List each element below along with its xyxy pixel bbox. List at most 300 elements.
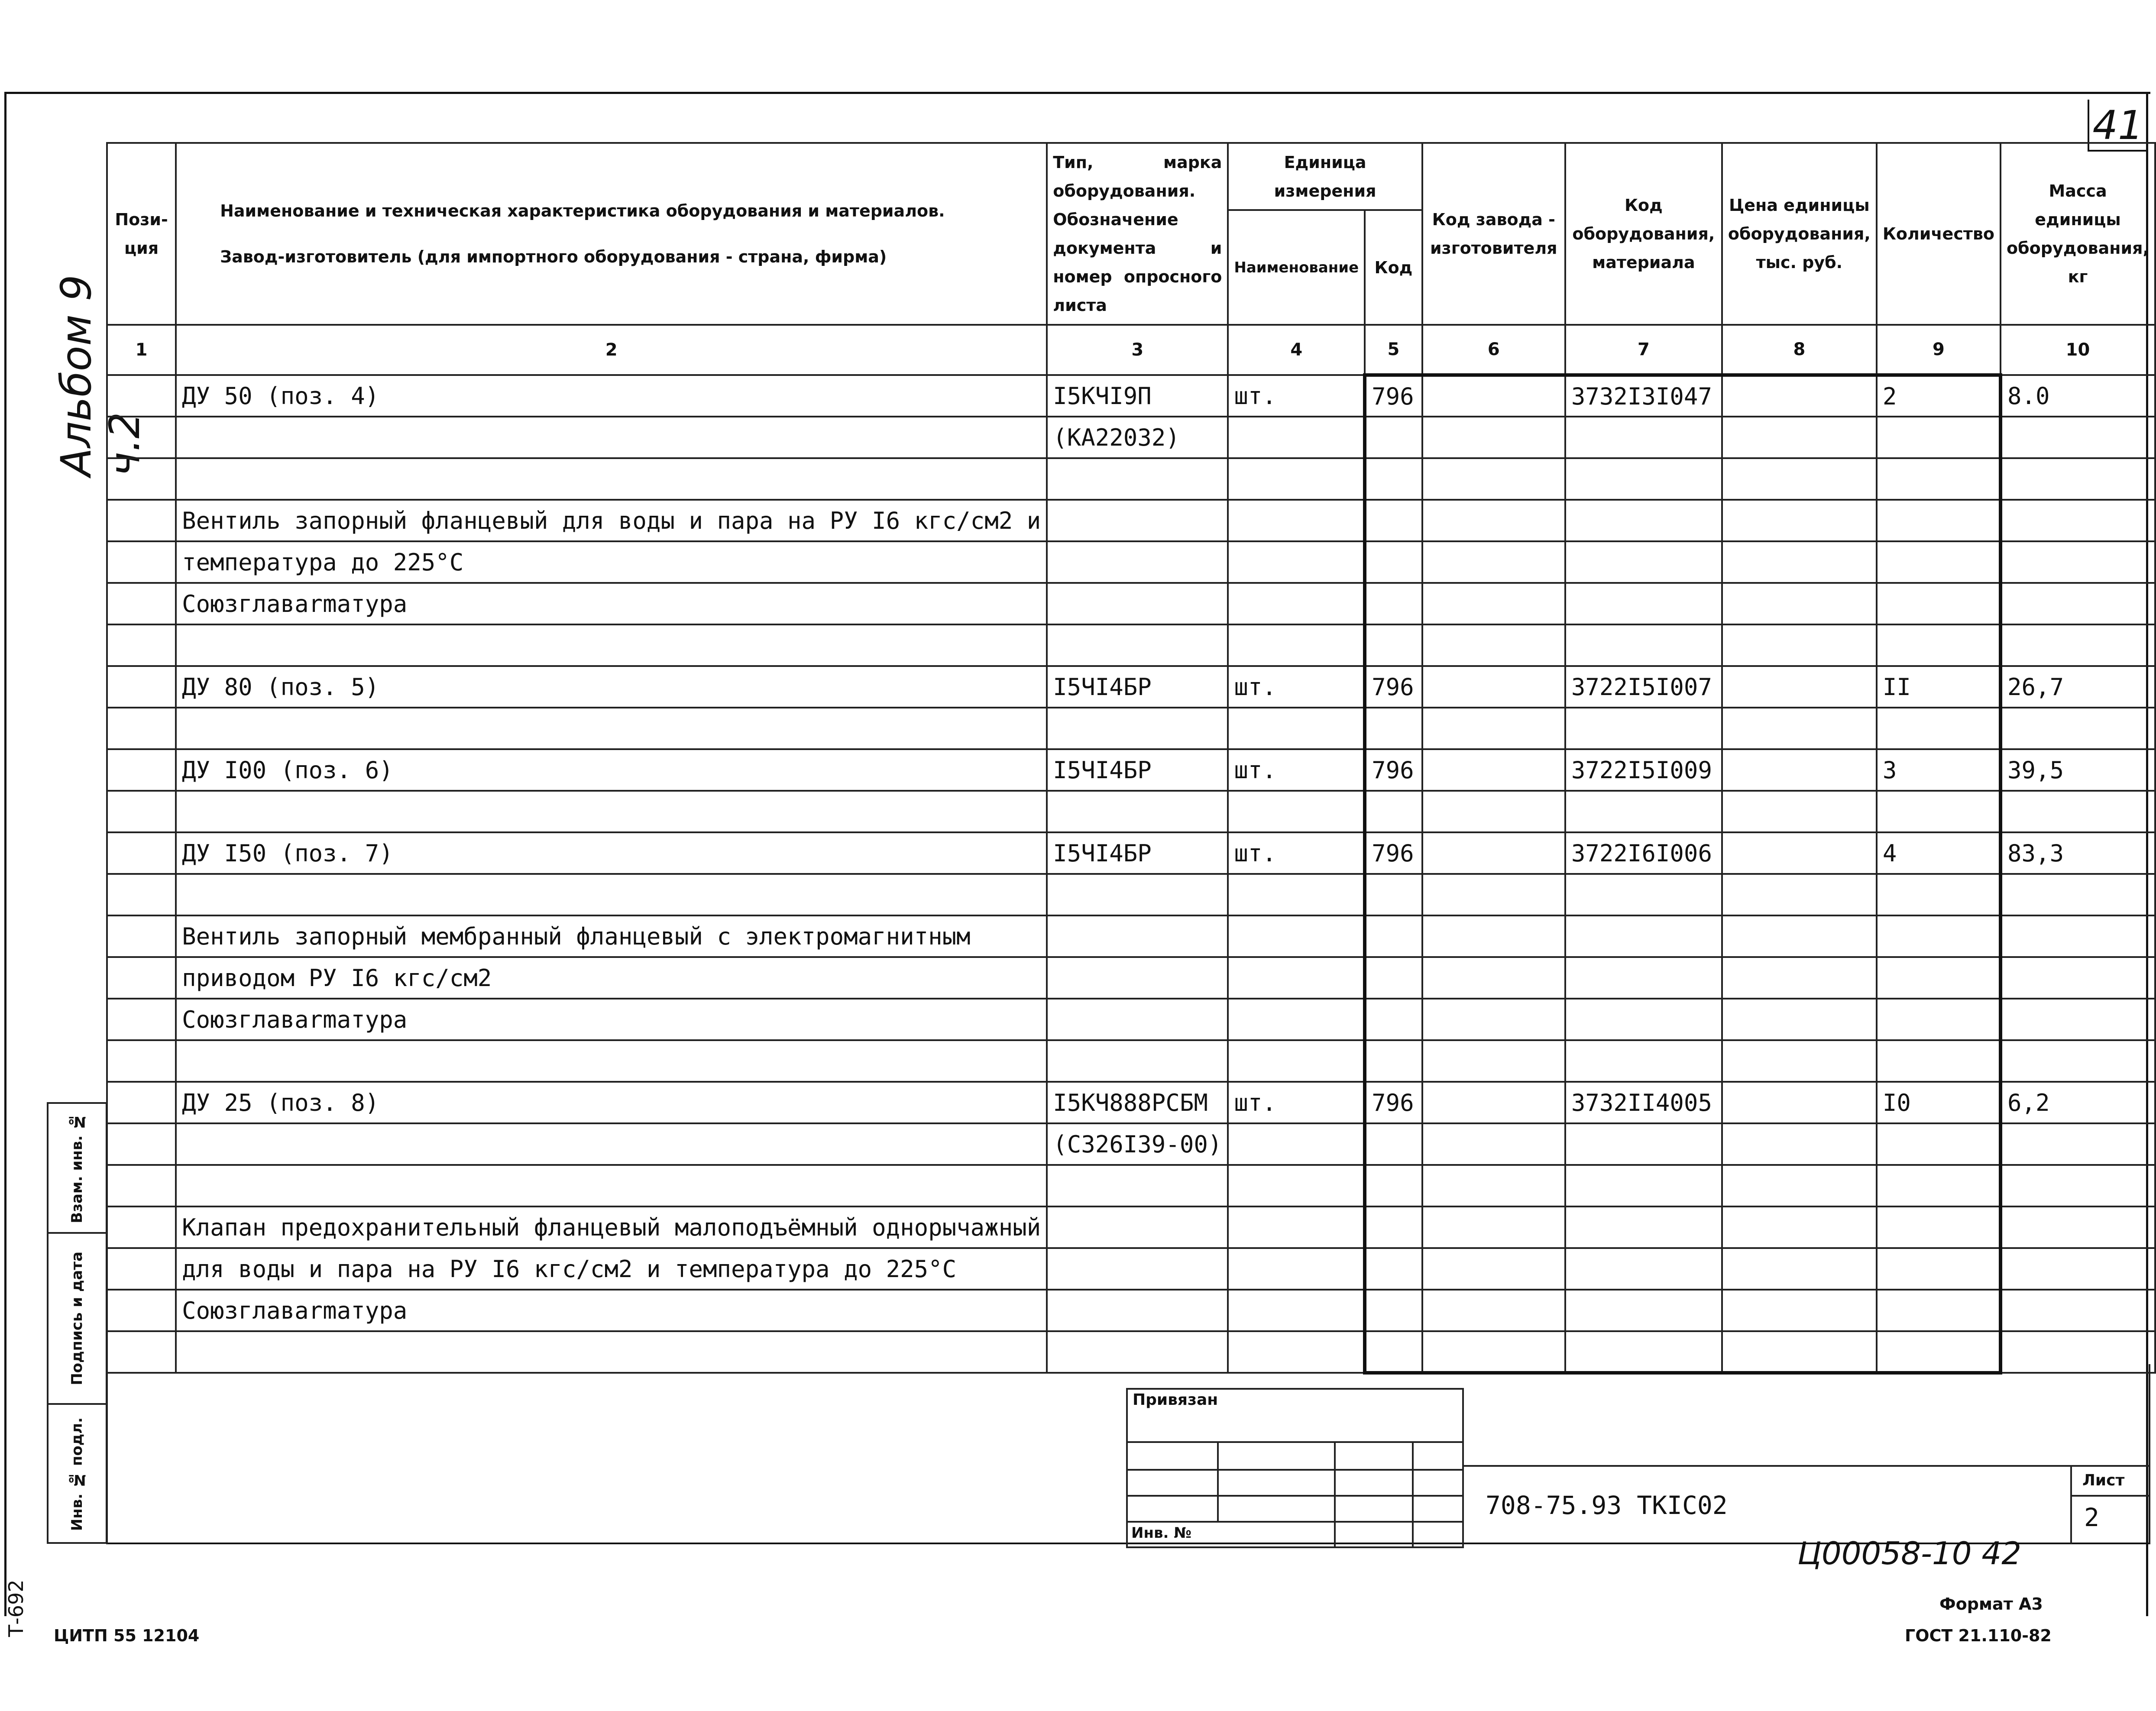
header-name-line2: Завод-изготовитель (для импортного оборудования - страна, фирма) bbox=[220, 247, 887, 266]
cell-unit bbox=[1228, 583, 1365, 624]
side-stamp-signature: Подпись и дата bbox=[68, 1252, 86, 1385]
sheet-label: Лист bbox=[2082, 1472, 2125, 1489]
cell-unit-code: 796 bbox=[1365, 1082, 1422, 1123]
table-row bbox=[107, 666, 2155, 708]
cell-mass bbox=[2001, 1290, 2155, 1331]
cell-quantity bbox=[1877, 915, 2001, 957]
stamp-line bbox=[1217, 1441, 1219, 1521]
cell-price bbox=[1722, 666, 1877, 708]
cell-unit-code bbox=[1365, 1248, 1422, 1290]
cell-quantity bbox=[1877, 1165, 2001, 1206]
cell-quantity bbox=[1877, 1206, 2001, 1248]
cell-mass bbox=[2001, 791, 2155, 832]
cell-type bbox=[1047, 624, 1228, 666]
cell-equipment-code bbox=[1565, 417, 1722, 458]
cell-price bbox=[1722, 791, 1877, 832]
archive-number: Ц00058-10 42 bbox=[1797, 1535, 2022, 1572]
cell-quantity: I0 bbox=[1877, 1082, 2001, 1123]
title-block-line bbox=[2070, 1465, 2072, 1544]
cell-unit: шт. bbox=[1228, 832, 1365, 874]
cell-equipment-code bbox=[1565, 583, 1722, 624]
cell-unit bbox=[1228, 1206, 1365, 1248]
cell-name bbox=[176, 874, 1047, 915]
cell-quantity bbox=[1877, 1040, 2001, 1082]
cell-name bbox=[176, 1040, 1047, 1082]
cell-mass bbox=[2001, 1165, 2155, 1206]
cell-name: ДУ I00 (поз. 6) bbox=[176, 749, 1047, 791]
cell-equipment-code bbox=[1565, 915, 1722, 957]
side-stamp-vzam: Взам. инв. № bbox=[68, 1113, 86, 1223]
table-row bbox=[107, 957, 2155, 999]
cell-factory-code bbox=[1422, 999, 1565, 1040]
cell-equipment-code: 3722I5I009 bbox=[1565, 749, 1722, 791]
cell-quantity bbox=[1877, 874, 2001, 915]
cell-position bbox=[107, 541, 176, 583]
cell-factory-code bbox=[1422, 1290, 1565, 1331]
cell-price bbox=[1722, 375, 1877, 417]
cell-name bbox=[176, 791, 1047, 832]
cell-position bbox=[107, 708, 176, 749]
cell-mass bbox=[2001, 583, 2155, 624]
column-number: 5 bbox=[1365, 325, 1422, 375]
cell-mass bbox=[2001, 541, 2155, 583]
table-row bbox=[107, 874, 2155, 915]
cell-type: (С326I39-00) bbox=[1047, 1123, 1228, 1165]
cell-factory-code bbox=[1422, 458, 1565, 500]
header-price: Цена единицы оборудования, тыс. руб. bbox=[1722, 143, 1877, 325]
cell-type bbox=[1047, 957, 1228, 999]
cell-factory-code bbox=[1422, 832, 1565, 874]
cell-mass: 83,3 bbox=[2001, 832, 2155, 874]
cell-unit-code bbox=[1365, 1206, 1422, 1248]
cell-price bbox=[1722, 624, 1877, 666]
cell-unit-code: 796 bbox=[1365, 749, 1422, 791]
cell-name bbox=[176, 1123, 1047, 1165]
cell-unit bbox=[1228, 915, 1365, 957]
cell-position bbox=[107, 666, 176, 708]
side-stamp-signature-cell bbox=[49, 1234, 106, 1405]
cell-factory-code bbox=[1422, 1165, 1565, 1206]
cell-factory-code bbox=[1422, 375, 1565, 417]
cell-unit bbox=[1228, 624, 1365, 666]
cell-equipment-code bbox=[1565, 999, 1722, 1040]
table-row bbox=[107, 1290, 2155, 1331]
format-label: Формат А3 bbox=[1939, 1595, 2043, 1614]
cell-type bbox=[1047, 915, 1228, 957]
cell-mass bbox=[2001, 874, 2155, 915]
cell-position bbox=[107, 1123, 176, 1165]
cell-unit-code bbox=[1365, 1290, 1422, 1331]
table-row bbox=[107, 999, 2155, 1040]
cell-unit: шт. bbox=[1228, 1082, 1365, 1123]
table-row bbox=[107, 832, 2155, 874]
cell-price bbox=[1722, 999, 1877, 1040]
cell-equipment-code: 3722I6I006 bbox=[1565, 832, 1722, 874]
column-number: 8 bbox=[1722, 325, 1877, 375]
cell-unit bbox=[1228, 957, 1365, 999]
cell-unit-code: 796 bbox=[1365, 666, 1422, 708]
footer-left-code: ЦИТП 55 12104 bbox=[54, 1626, 200, 1645]
cell-mass bbox=[2001, 1040, 2155, 1082]
cell-equipment-code bbox=[1565, 1290, 1722, 1331]
cell-type bbox=[1047, 874, 1228, 915]
column-number: 6 bbox=[1422, 325, 1565, 375]
table-row bbox=[107, 375, 2155, 417]
cell-position bbox=[107, 749, 176, 791]
cell-quantity: 4 bbox=[1877, 832, 2001, 874]
cell-type bbox=[1047, 1248, 1228, 1290]
footer-gost: ГОСТ 21.110-82 bbox=[1905, 1626, 2052, 1645]
header-unit-name: Наименование bbox=[1228, 210, 1365, 325]
cell-quantity bbox=[1877, 458, 2001, 500]
header-equipment-code: Код оборудования, материала bbox=[1565, 143, 1722, 325]
header-position: Пози-ция bbox=[107, 143, 176, 325]
cell-type: I5ЧI4БР bbox=[1047, 749, 1228, 791]
table-row bbox=[107, 1082, 2155, 1123]
cell-equipment-code bbox=[1565, 874, 1722, 915]
cell-equipment-code bbox=[1565, 541, 1722, 583]
cell-unit-code bbox=[1365, 1165, 1422, 1206]
cell-equipment-code bbox=[1565, 957, 1722, 999]
header-unit-code: Код bbox=[1365, 210, 1422, 325]
stamp-line bbox=[1412, 1441, 1414, 1547]
cell-unit: шт. bbox=[1228, 749, 1365, 791]
cell-equipment-code: 3732I3I047 bbox=[1565, 375, 1722, 417]
sheet-value: 2 bbox=[2084, 1503, 2099, 1532]
cell-price bbox=[1722, 957, 1877, 999]
cell-mass: 6,2 bbox=[2001, 1082, 2155, 1123]
cell-price bbox=[1722, 458, 1877, 500]
cell-position bbox=[107, 583, 176, 624]
cell-unit-code: 796 bbox=[1365, 375, 1422, 417]
cell-unit-code bbox=[1365, 624, 1422, 666]
cell-position bbox=[107, 957, 176, 999]
cell-factory-code bbox=[1422, 708, 1565, 749]
cell-unit: шт. bbox=[1228, 666, 1365, 708]
cell-type bbox=[1047, 458, 1228, 500]
cell-name: ДУ 50 (поз. 4) bbox=[176, 375, 1047, 417]
cell-unit-code bbox=[1365, 708, 1422, 749]
cell-equipment-code bbox=[1565, 1123, 1722, 1165]
cell-name: ДУ 25 (поз. 8) bbox=[176, 1082, 1047, 1123]
cell-unit: шт. bbox=[1228, 375, 1365, 417]
cell-mass bbox=[2001, 957, 2155, 999]
cell-equipment-code bbox=[1565, 458, 1722, 500]
table-row bbox=[107, 458, 2155, 500]
cell-price bbox=[1722, 500, 1877, 541]
cell-quantity: 2 bbox=[1877, 375, 2001, 417]
cell-unit bbox=[1228, 1290, 1365, 1331]
cell-unit-code bbox=[1365, 541, 1422, 583]
cell-unit-code bbox=[1365, 999, 1422, 1040]
cell-price bbox=[1722, 749, 1877, 791]
cell-type bbox=[1047, 1290, 1228, 1331]
cell-type: I5КЧI9П bbox=[1047, 375, 1228, 417]
cell-type bbox=[1047, 541, 1228, 583]
cell-name: Союзглавarmатура bbox=[176, 1290, 1047, 1331]
side-stamp-inv: Инв. № подл. bbox=[68, 1417, 86, 1531]
vertical-code: Т-692 bbox=[4, 1579, 28, 1637]
cell-price bbox=[1722, 1248, 1877, 1290]
column-number: 7 bbox=[1565, 325, 1722, 375]
cell-position bbox=[107, 458, 176, 500]
cell-factory-code bbox=[1422, 1206, 1565, 1248]
table-row bbox=[107, 1165, 2155, 1206]
cell-unit bbox=[1228, 500, 1365, 541]
cell-quantity: II bbox=[1877, 666, 2001, 708]
cell-name: Союзглавarmатура bbox=[176, 999, 1047, 1040]
cell-unit bbox=[1228, 708, 1365, 749]
cell-unit bbox=[1228, 458, 1365, 500]
header-unit-group: Единица измерения bbox=[1228, 143, 1422, 210]
cell-position bbox=[107, 1040, 176, 1082]
document-code: 708-75.93 ТКIС02 bbox=[1486, 1491, 1728, 1520]
cell-price bbox=[1722, 1165, 1877, 1206]
cell-quantity bbox=[1877, 957, 2001, 999]
handwritten-sheet-number: 41 bbox=[2092, 102, 2143, 149]
cell-quantity bbox=[1877, 624, 2001, 666]
cell-unit bbox=[1228, 791, 1365, 832]
cell-quantity bbox=[1877, 1123, 2001, 1165]
table-row bbox=[107, 915, 2155, 957]
cell-mass bbox=[2001, 1206, 2155, 1248]
cell-position bbox=[107, 1165, 176, 1206]
cell-mass: 26,7 bbox=[2001, 666, 2155, 708]
cell-price bbox=[1722, 1206, 1877, 1248]
table-row bbox=[107, 500, 2155, 541]
cell-name bbox=[176, 458, 1047, 500]
cell-position bbox=[107, 1248, 176, 1290]
table-row bbox=[107, 583, 2155, 624]
cell-factory-code bbox=[1422, 1040, 1565, 1082]
cell-name bbox=[176, 624, 1047, 666]
cell-type bbox=[1047, 583, 1228, 624]
cell-name: ДУ 80 (поз. 5) bbox=[176, 666, 1047, 708]
cell-type bbox=[1047, 1206, 1228, 1248]
side-stamp bbox=[47, 1102, 107, 1544]
cell-quantity bbox=[1877, 708, 2001, 749]
column-number: 9 bbox=[1877, 325, 2001, 375]
cell-unit bbox=[1228, 541, 1365, 583]
cell-factory-code bbox=[1422, 749, 1565, 791]
table-row bbox=[107, 749, 2155, 791]
table-row bbox=[107, 624, 2155, 666]
cell-mass: 8.0 bbox=[2001, 375, 2155, 417]
cell-equipment-code bbox=[1565, 624, 1722, 666]
cell-price bbox=[1722, 708, 1877, 749]
cell-unit-code: 796 bbox=[1365, 832, 1422, 874]
cell-unit bbox=[1228, 1248, 1365, 1290]
table-row bbox=[107, 1123, 2155, 1165]
cell-price bbox=[1722, 1082, 1877, 1123]
cell-mass bbox=[2001, 624, 2155, 666]
table-row bbox=[107, 1206, 2155, 1248]
cell-factory-code bbox=[1422, 500, 1565, 541]
cell-unit bbox=[1228, 874, 1365, 915]
cell-price bbox=[1722, 1040, 1877, 1082]
header-quantity: Количество bbox=[1877, 143, 2001, 325]
cell-position bbox=[107, 791, 176, 832]
cell-name: температура до 225°С bbox=[176, 541, 1047, 583]
cell-factory-code bbox=[1422, 957, 1565, 999]
cell-mass bbox=[2001, 1123, 2155, 1165]
cell-price bbox=[1722, 1290, 1877, 1331]
cell-mass: 39,5 bbox=[2001, 749, 2155, 791]
cell-position bbox=[107, 832, 176, 874]
cell-factory-code bbox=[1422, 583, 1565, 624]
header-mass: Масса единицы оборудования, кг bbox=[2001, 143, 2155, 325]
table-row bbox=[107, 541, 2155, 583]
column-number: 1 bbox=[107, 325, 176, 375]
cell-unit bbox=[1228, 417, 1365, 458]
cell-name: Клапан предохранительный фланцевый малоподъёмный однорычажный bbox=[176, 1206, 1047, 1248]
cell-name bbox=[176, 1165, 1047, 1206]
side-stamp-inv-cell bbox=[49, 1405, 106, 1544]
cell-position bbox=[107, 874, 176, 915]
cell-unit-code bbox=[1365, 583, 1422, 624]
cell-factory-code bbox=[1422, 541, 1565, 583]
cell-factory-code bbox=[1422, 666, 1565, 708]
specification-table bbox=[106, 142, 2156, 1375]
cell-name: приводом РУ I6 кгс/см2 bbox=[176, 957, 1047, 999]
cell-quantity bbox=[1877, 417, 2001, 458]
cell-mass bbox=[2001, 458, 2155, 500]
cell-price bbox=[1722, 417, 1877, 458]
cell-factory-code bbox=[1422, 624, 1565, 666]
cell-factory-code bbox=[1422, 791, 1565, 832]
cell-position bbox=[107, 1206, 176, 1248]
cell-position bbox=[107, 624, 176, 666]
header-name bbox=[176, 143, 1047, 325]
cell-factory-code bbox=[1422, 1123, 1565, 1165]
cell-type bbox=[1047, 500, 1228, 541]
cell-type bbox=[1047, 1165, 1228, 1206]
column-number: 10 bbox=[2001, 325, 2155, 375]
cell-type bbox=[1047, 708, 1228, 749]
cell-mass bbox=[2001, 915, 2155, 957]
table-row bbox=[107, 1040, 2155, 1082]
cell-name: для воды и пара на РУ I6 кгс/см2 и температура до 225°С bbox=[176, 1248, 1047, 1290]
stamp-line bbox=[1334, 1441, 1336, 1547]
cell-position bbox=[107, 915, 176, 957]
cell-mass bbox=[2001, 1248, 2155, 1290]
cell-price bbox=[1722, 1123, 1877, 1165]
cell-unit-code bbox=[1365, 1123, 1422, 1165]
cell-unit-code bbox=[1365, 915, 1422, 957]
cell-quantity: 3 bbox=[1877, 749, 2001, 791]
cell-price bbox=[1722, 874, 1877, 915]
cell-quantity bbox=[1877, 999, 2001, 1040]
cell-position bbox=[107, 1082, 176, 1123]
cell-unit-code bbox=[1365, 458, 1422, 500]
cell-factory-code bbox=[1422, 874, 1565, 915]
title-block-line bbox=[1464, 1465, 2150, 1467]
cell-name: Вентиль запорный фланцевый для воды и пара на РУ I6 кгс/см2 и bbox=[176, 500, 1047, 541]
cell-name: Вентиль запорный мембранный фланцевый с электромагнитным bbox=[176, 915, 1047, 957]
cell-position bbox=[107, 375, 176, 417]
cell-equipment-code bbox=[1565, 1248, 1722, 1290]
cell-quantity bbox=[1877, 791, 2001, 832]
cell-equipment-code bbox=[1565, 1165, 1722, 1206]
cell-factory-code bbox=[1422, 417, 1565, 458]
title-block-line bbox=[2070, 1495, 2150, 1497]
cell-type: I5КЧ888РСБМ bbox=[1047, 1082, 1228, 1123]
cell-equipment-code bbox=[1565, 500, 1722, 541]
cell-position bbox=[107, 1290, 176, 1331]
cell-quantity bbox=[1877, 1290, 2001, 1331]
cell-quantity bbox=[1877, 583, 2001, 624]
cell-type bbox=[1047, 999, 1228, 1040]
album-note: Альбом 9 ч.2 bbox=[52, 275, 149, 476]
table-row bbox=[107, 708, 2155, 749]
cell-price bbox=[1722, 541, 1877, 583]
cell-unit-code bbox=[1365, 957, 1422, 999]
cell-mass bbox=[2001, 417, 2155, 458]
cell-unit bbox=[1228, 1040, 1365, 1082]
cell-unit-code bbox=[1365, 417, 1422, 458]
table-row bbox=[107, 1248, 2155, 1290]
cell-unit bbox=[1228, 1123, 1365, 1165]
cell-quantity bbox=[1877, 1248, 2001, 1290]
cell-factory-code bbox=[1422, 915, 1565, 957]
cell-equipment-code bbox=[1565, 791, 1722, 832]
cell-type: (КА22032) bbox=[1047, 417, 1228, 458]
cell-equipment-code bbox=[1565, 1206, 1722, 1248]
table-row bbox=[107, 417, 2155, 458]
cell-price bbox=[1722, 583, 1877, 624]
cell-price bbox=[1722, 832, 1877, 874]
cell-name: Союзглавarmатура bbox=[176, 583, 1047, 624]
cell-type: I5ЧI4БР bbox=[1047, 832, 1228, 874]
cell-unit-code bbox=[1365, 791, 1422, 832]
cell-name bbox=[176, 417, 1047, 458]
binding-stamp-title: Привязан bbox=[1133, 1391, 1218, 1409]
cell-price bbox=[1722, 915, 1877, 957]
table-row bbox=[107, 791, 2155, 832]
cell-factory-code bbox=[1422, 1082, 1565, 1123]
stamp-inv-no: Инв. № bbox=[1131, 1524, 1192, 1542]
cell-quantity bbox=[1877, 541, 2001, 583]
cell-equipment-code bbox=[1565, 708, 1722, 749]
cell-name bbox=[176, 708, 1047, 749]
cell-name: ДУ I50 (поз. 7) bbox=[176, 832, 1047, 874]
header-type: Тип, марка оборудования. Обозначение документа и номер опросного листа bbox=[1047, 143, 1228, 325]
cell-unit-code bbox=[1365, 500, 1422, 541]
column-number: 4 bbox=[1228, 325, 1365, 375]
cell-type bbox=[1047, 1040, 1228, 1082]
column-number: 3 bbox=[1047, 325, 1228, 375]
cell-position bbox=[107, 500, 176, 541]
cell-mass bbox=[2001, 500, 2155, 541]
cell-position bbox=[107, 999, 176, 1040]
header-factory-code: Код завода - изготовителя bbox=[1422, 143, 1565, 325]
cell-mass bbox=[2001, 708, 2155, 749]
cell-type: I5ЧI4БР bbox=[1047, 666, 1228, 708]
cell-position bbox=[107, 417, 176, 458]
header-name-line1: Наименование и техническая характеристика оборудования и материалов. bbox=[220, 201, 945, 220]
cell-unit bbox=[1228, 999, 1365, 1040]
cell-type bbox=[1047, 791, 1228, 832]
cell-unit-code bbox=[1365, 874, 1422, 915]
cell-mass bbox=[2001, 999, 2155, 1040]
cell-equipment-code: 3732II4005 bbox=[1565, 1082, 1722, 1123]
cell-unit-code bbox=[1365, 1040, 1422, 1082]
cell-unit bbox=[1228, 1165, 1365, 1206]
cell-quantity bbox=[1877, 500, 2001, 541]
cell-factory-code bbox=[1422, 1248, 1565, 1290]
side-stamp-vzam-cell bbox=[49, 1104, 106, 1234]
cell-equipment-code bbox=[1565, 1040, 1722, 1082]
